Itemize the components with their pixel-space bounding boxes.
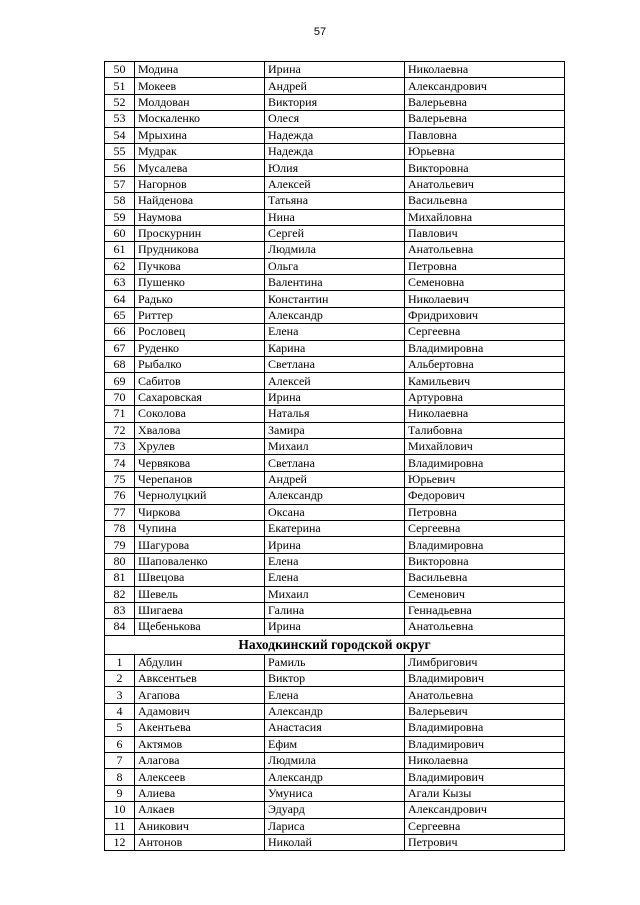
last-name-cell: Шаповаленко (135, 553, 265, 569)
table-row (105, 94, 565, 110)
table-row (105, 504, 565, 520)
row-number-cell: 58 (105, 193, 135, 209)
middle-name-cell: Владимирович (405, 671, 565, 687)
first-name-cell: Елена (265, 687, 405, 703)
middle-name-cell: Михайлович (405, 438, 565, 454)
table-row (105, 520, 565, 536)
middle-name-cell: Валерьевна (405, 111, 565, 127)
first-name-cell: Николай (265, 834, 405, 850)
first-name-cell: Юлия (265, 160, 405, 176)
first-name-cell: Светлана (265, 357, 405, 373)
row-number-cell: 59 (105, 209, 135, 225)
roster-part-1 (105, 62, 565, 636)
last-name-cell: Чупина (135, 520, 265, 536)
first-name-cell: Виктор (265, 671, 405, 687)
row-number-cell: 76 (105, 488, 135, 504)
middle-name-cell: Владимировна (405, 720, 565, 736)
roster-table (104, 61, 565, 851)
last-name-cell: Чернолуцкий (135, 488, 265, 504)
middle-name-cell: Юрьевна (405, 143, 565, 159)
middle-name-cell: Артуровна (405, 389, 565, 405)
row-number-cell: 77 (105, 504, 135, 520)
table-row (105, 703, 565, 719)
last-name-cell: Антонов (135, 834, 265, 850)
middle-name-cell: Валерьевич (405, 703, 565, 719)
middle-name-cell: Николаевна (405, 62, 565, 78)
roster-part-2 (105, 654, 565, 851)
middle-name-cell: Юрьевич (405, 471, 565, 487)
first-name-cell: Ольга (265, 258, 405, 274)
middle-name-cell: Владимирович (405, 736, 565, 752)
row-number-cell: 9 (105, 785, 135, 801)
row-number-cell: 55 (105, 143, 135, 159)
middle-name-cell: Агали Кызы (405, 785, 565, 801)
row-number-cell: 80 (105, 553, 135, 569)
row-number-cell: 11 (105, 818, 135, 834)
first-name-cell: Андрей (265, 78, 405, 94)
table-row (105, 422, 565, 438)
last-name-cell: Мусалева (135, 160, 265, 176)
middle-name-cell: Сергеевна (405, 818, 565, 834)
last-name-cell: Алексеев (135, 769, 265, 785)
table-row (105, 209, 565, 225)
row-number-cell: 6 (105, 736, 135, 752)
row-number-cell: 5 (105, 720, 135, 736)
last-name-cell: Щебенькова (135, 619, 265, 635)
middle-name-cell: Владимирович (405, 769, 565, 785)
last-name-cell: Сабитов (135, 373, 265, 389)
first-name-cell: Ирина (265, 537, 405, 553)
last-name-cell: Молдован (135, 94, 265, 110)
first-name-cell: Елена (265, 553, 405, 569)
first-name-cell: Людмила (265, 242, 405, 258)
middle-name-cell: Альбертовна (405, 357, 565, 373)
row-number-cell: 65 (105, 307, 135, 323)
row-number-cell: 84 (105, 619, 135, 635)
middle-name-cell: Владимировна (405, 455, 565, 471)
first-name-cell: Ирина (265, 619, 405, 635)
first-name-cell: Галина (265, 602, 405, 618)
row-number-cell: 10 (105, 802, 135, 818)
row-number-cell: 73 (105, 438, 135, 454)
last-name-cell: Авксентьев (135, 671, 265, 687)
row-number-cell: 50 (105, 62, 135, 78)
first-name-cell: Александр (265, 307, 405, 323)
last-name-cell: Актямов (135, 736, 265, 752)
row-number-cell: 7 (105, 753, 135, 769)
row-number-cell: 78 (105, 520, 135, 536)
row-number-cell: 79 (105, 537, 135, 553)
row-number-cell: 82 (105, 586, 135, 602)
page-number: 57 (313, 26, 327, 38)
first-name-cell: Умуниса (265, 785, 405, 801)
last-name-cell: Руденко (135, 340, 265, 356)
last-name-cell: Мудрак (135, 143, 265, 159)
section-header-group (105, 635, 565, 654)
table-row (105, 127, 565, 143)
last-name-cell: Швецова (135, 570, 265, 586)
first-name-cell: Александр (265, 703, 405, 719)
first-name-cell: Наталья (265, 406, 405, 422)
last-name-cell: Адамович (135, 703, 265, 719)
table-row (105, 671, 565, 687)
row-number-cell: 64 (105, 291, 135, 307)
table-row (105, 324, 565, 340)
row-number-cell: 67 (105, 340, 135, 356)
table-row (105, 291, 565, 307)
middle-name-cell: Васильевна (405, 570, 565, 586)
middle-name-cell: Анатольевна (405, 619, 565, 635)
middle-name-cell: Викторовна (405, 553, 565, 569)
middle-name-cell: Владимировна (405, 537, 565, 553)
first-name-cell: Людмила (265, 753, 405, 769)
middle-name-cell: Фридрихович (405, 307, 565, 323)
row-number-cell: 81 (105, 570, 135, 586)
middle-name-cell: Лимбригович (405, 654, 565, 670)
table-row (105, 720, 565, 736)
first-name-cell: Карина (265, 340, 405, 356)
last-name-cell: Москаленко (135, 111, 265, 127)
row-number-cell: 57 (105, 176, 135, 192)
first-name-cell: Надежда (265, 127, 405, 143)
middle-name-cell: Семенович (405, 586, 565, 602)
first-name-cell: Александр (265, 769, 405, 785)
first-name-cell: Алексей (265, 176, 405, 192)
last-name-cell: Найденова (135, 193, 265, 209)
middle-name-cell: Николаевич (405, 291, 565, 307)
table-row (105, 736, 565, 752)
table-row (105, 258, 565, 274)
table-row (105, 687, 565, 703)
last-name-cell: Риттер (135, 307, 265, 323)
first-name-cell: Виктория (265, 94, 405, 110)
middle-name-cell: Васильевна (405, 193, 565, 209)
first-name-cell: Сергей (265, 225, 405, 241)
middle-name-cell: Федорович (405, 488, 565, 504)
first-name-cell: Замира (265, 422, 405, 438)
row-number-cell: 54 (105, 127, 135, 143)
table-row (105, 406, 565, 422)
last-name-cell: Радько (135, 291, 265, 307)
last-name-cell: Чиркова (135, 504, 265, 520)
last-name-cell: Прудникова (135, 242, 265, 258)
first-name-cell: Константин (265, 291, 405, 307)
first-name-cell: Анастасия (265, 720, 405, 736)
table-row (105, 769, 565, 785)
middle-name-cell: Михайловна (405, 209, 565, 225)
table-row (105, 586, 565, 602)
last-name-cell: Пучкова (135, 258, 265, 274)
table-row (105, 160, 565, 176)
middle-name-cell: Семеновна (405, 275, 565, 291)
last-name-cell: Сахаровская (135, 389, 265, 405)
row-number-cell: 62 (105, 258, 135, 274)
last-name-cell: Шевель (135, 586, 265, 602)
first-name-cell: Ирина (265, 62, 405, 78)
row-number-cell: 74 (105, 455, 135, 471)
table-row (105, 537, 565, 553)
first-name-cell: Михаил (265, 586, 405, 602)
first-name-cell: Елена (265, 324, 405, 340)
row-number-cell: 2 (105, 671, 135, 687)
section-title: Находкинский городской округ (105, 635, 565, 654)
middle-name-cell: Петровна (405, 504, 565, 520)
row-number-cell: 70 (105, 389, 135, 405)
table-row (105, 225, 565, 241)
row-number-cell: 72 (105, 422, 135, 438)
row-number-cell: 1 (105, 654, 135, 670)
first-name-cell: Оксана (265, 504, 405, 520)
row-number-cell: 71 (105, 406, 135, 422)
first-name-cell: Светлана (265, 455, 405, 471)
first-name-cell: Татьяна (265, 193, 405, 209)
table-row (105, 753, 565, 769)
table-row (105, 389, 565, 405)
last-name-cell: Наумова (135, 209, 265, 225)
middle-name-cell: Владимировна (405, 340, 565, 356)
first-name-cell: Олеся (265, 111, 405, 127)
last-name-cell: Аникович (135, 818, 265, 834)
last-name-cell: Шагурова (135, 537, 265, 553)
row-number-cell: 51 (105, 78, 135, 94)
middle-name-cell: Анатольевич (405, 176, 565, 192)
middle-name-cell: Петровна (405, 258, 565, 274)
row-number-cell: 4 (105, 703, 135, 719)
first-name-cell: Надежда (265, 143, 405, 159)
last-name-cell: Алкаев (135, 802, 265, 818)
row-number-cell: 75 (105, 471, 135, 487)
table-row (105, 242, 565, 258)
first-name-cell: Алексей (265, 373, 405, 389)
table-row (105, 654, 565, 670)
last-name-cell: Черепанов (135, 471, 265, 487)
middle-name-cell: Александрович (405, 802, 565, 818)
table-row (105, 818, 565, 834)
row-number-cell: 56 (105, 160, 135, 176)
middle-name-cell: Николаевна (405, 406, 565, 422)
last-name-cell: Модина (135, 62, 265, 78)
middle-name-cell: Павлович (405, 225, 565, 241)
last-name-cell: Агапова (135, 687, 265, 703)
first-name-cell: Андрей (265, 471, 405, 487)
first-name-cell: Рамиль (265, 654, 405, 670)
table-row (105, 111, 565, 127)
first-name-cell: Александр (265, 488, 405, 504)
table-row (105, 373, 565, 389)
row-number-cell: 8 (105, 769, 135, 785)
last-name-cell: Пушенко (135, 275, 265, 291)
table-row (105, 143, 565, 159)
first-name-cell: Нина (265, 209, 405, 225)
table-row (105, 340, 565, 356)
row-number-cell: 12 (105, 834, 135, 850)
middle-name-cell: Анатольевна (405, 687, 565, 703)
last-name-cell: Акентьева (135, 720, 265, 736)
table-row (105, 785, 565, 801)
last-name-cell: Рословец (135, 324, 265, 340)
section-header-row (105, 635, 565, 654)
table-row (105, 193, 565, 209)
table-row (105, 488, 565, 504)
middle-name-cell: Павловна (405, 127, 565, 143)
table-row (105, 619, 565, 635)
table-row (105, 62, 565, 78)
row-number-cell: 61 (105, 242, 135, 258)
last-name-cell: Алагова (135, 753, 265, 769)
middle-name-cell: Сергеевна (405, 520, 565, 536)
last-name-cell: Проскурнин (135, 225, 265, 241)
last-name-cell: Мокеев (135, 78, 265, 94)
last-name-cell: Соколова (135, 406, 265, 422)
first-name-cell: Валентина (265, 275, 405, 291)
table-row (105, 176, 565, 192)
table-row (105, 553, 565, 569)
row-number-cell: 63 (105, 275, 135, 291)
table-row (105, 455, 565, 471)
table-row (105, 275, 565, 291)
table-row (105, 570, 565, 586)
middle-name-cell: Талибовна (405, 422, 565, 438)
table-row (105, 438, 565, 454)
middle-name-cell: Николаевна (405, 753, 565, 769)
middle-name-cell: Викторовна (405, 160, 565, 176)
middle-name-cell: Петрович (405, 834, 565, 850)
last-name-cell: Нагорнов (135, 176, 265, 192)
first-name-cell: Михаил (265, 438, 405, 454)
row-number-cell: 3 (105, 687, 135, 703)
middle-name-cell: Камильевич (405, 373, 565, 389)
table-row (105, 802, 565, 818)
first-name-cell: Ирина (265, 389, 405, 405)
last-name-cell: Рыбалко (135, 357, 265, 373)
last-name-cell: Алиева (135, 785, 265, 801)
middle-name-cell: Сергеевна (405, 324, 565, 340)
table-row (105, 307, 565, 323)
first-name-cell: Лариса (265, 818, 405, 834)
last-name-cell: Червякова (135, 455, 265, 471)
row-number-cell: 69 (105, 373, 135, 389)
table-row (105, 471, 565, 487)
row-number-cell: 52 (105, 94, 135, 110)
table-row (105, 78, 565, 94)
row-number-cell: 66 (105, 324, 135, 340)
first-name-cell: Эдуард (265, 802, 405, 818)
row-number-cell: 68 (105, 357, 135, 373)
middle-name-cell: Александрович (405, 78, 565, 94)
first-name-cell: Елена (265, 570, 405, 586)
row-number-cell: 53 (105, 111, 135, 127)
first-name-cell: Ефим (265, 736, 405, 752)
last-name-cell: Хрулев (135, 438, 265, 454)
table-row (105, 834, 565, 850)
middle-name-cell: Анатольевна (405, 242, 565, 258)
first-name-cell: Екатерина (265, 520, 405, 536)
row-number-cell: 60 (105, 225, 135, 241)
table-row (105, 357, 565, 373)
middle-name-cell: Валерьевна (405, 94, 565, 110)
last-name-cell: Шигаева (135, 602, 265, 618)
last-name-cell: Абдулин (135, 654, 265, 670)
last-name-cell: Мрыхина (135, 127, 265, 143)
middle-name-cell: Геннадьевна (405, 602, 565, 618)
row-number-cell: 83 (105, 602, 135, 618)
last-name-cell: Хвалова (135, 422, 265, 438)
table-row (105, 602, 565, 618)
